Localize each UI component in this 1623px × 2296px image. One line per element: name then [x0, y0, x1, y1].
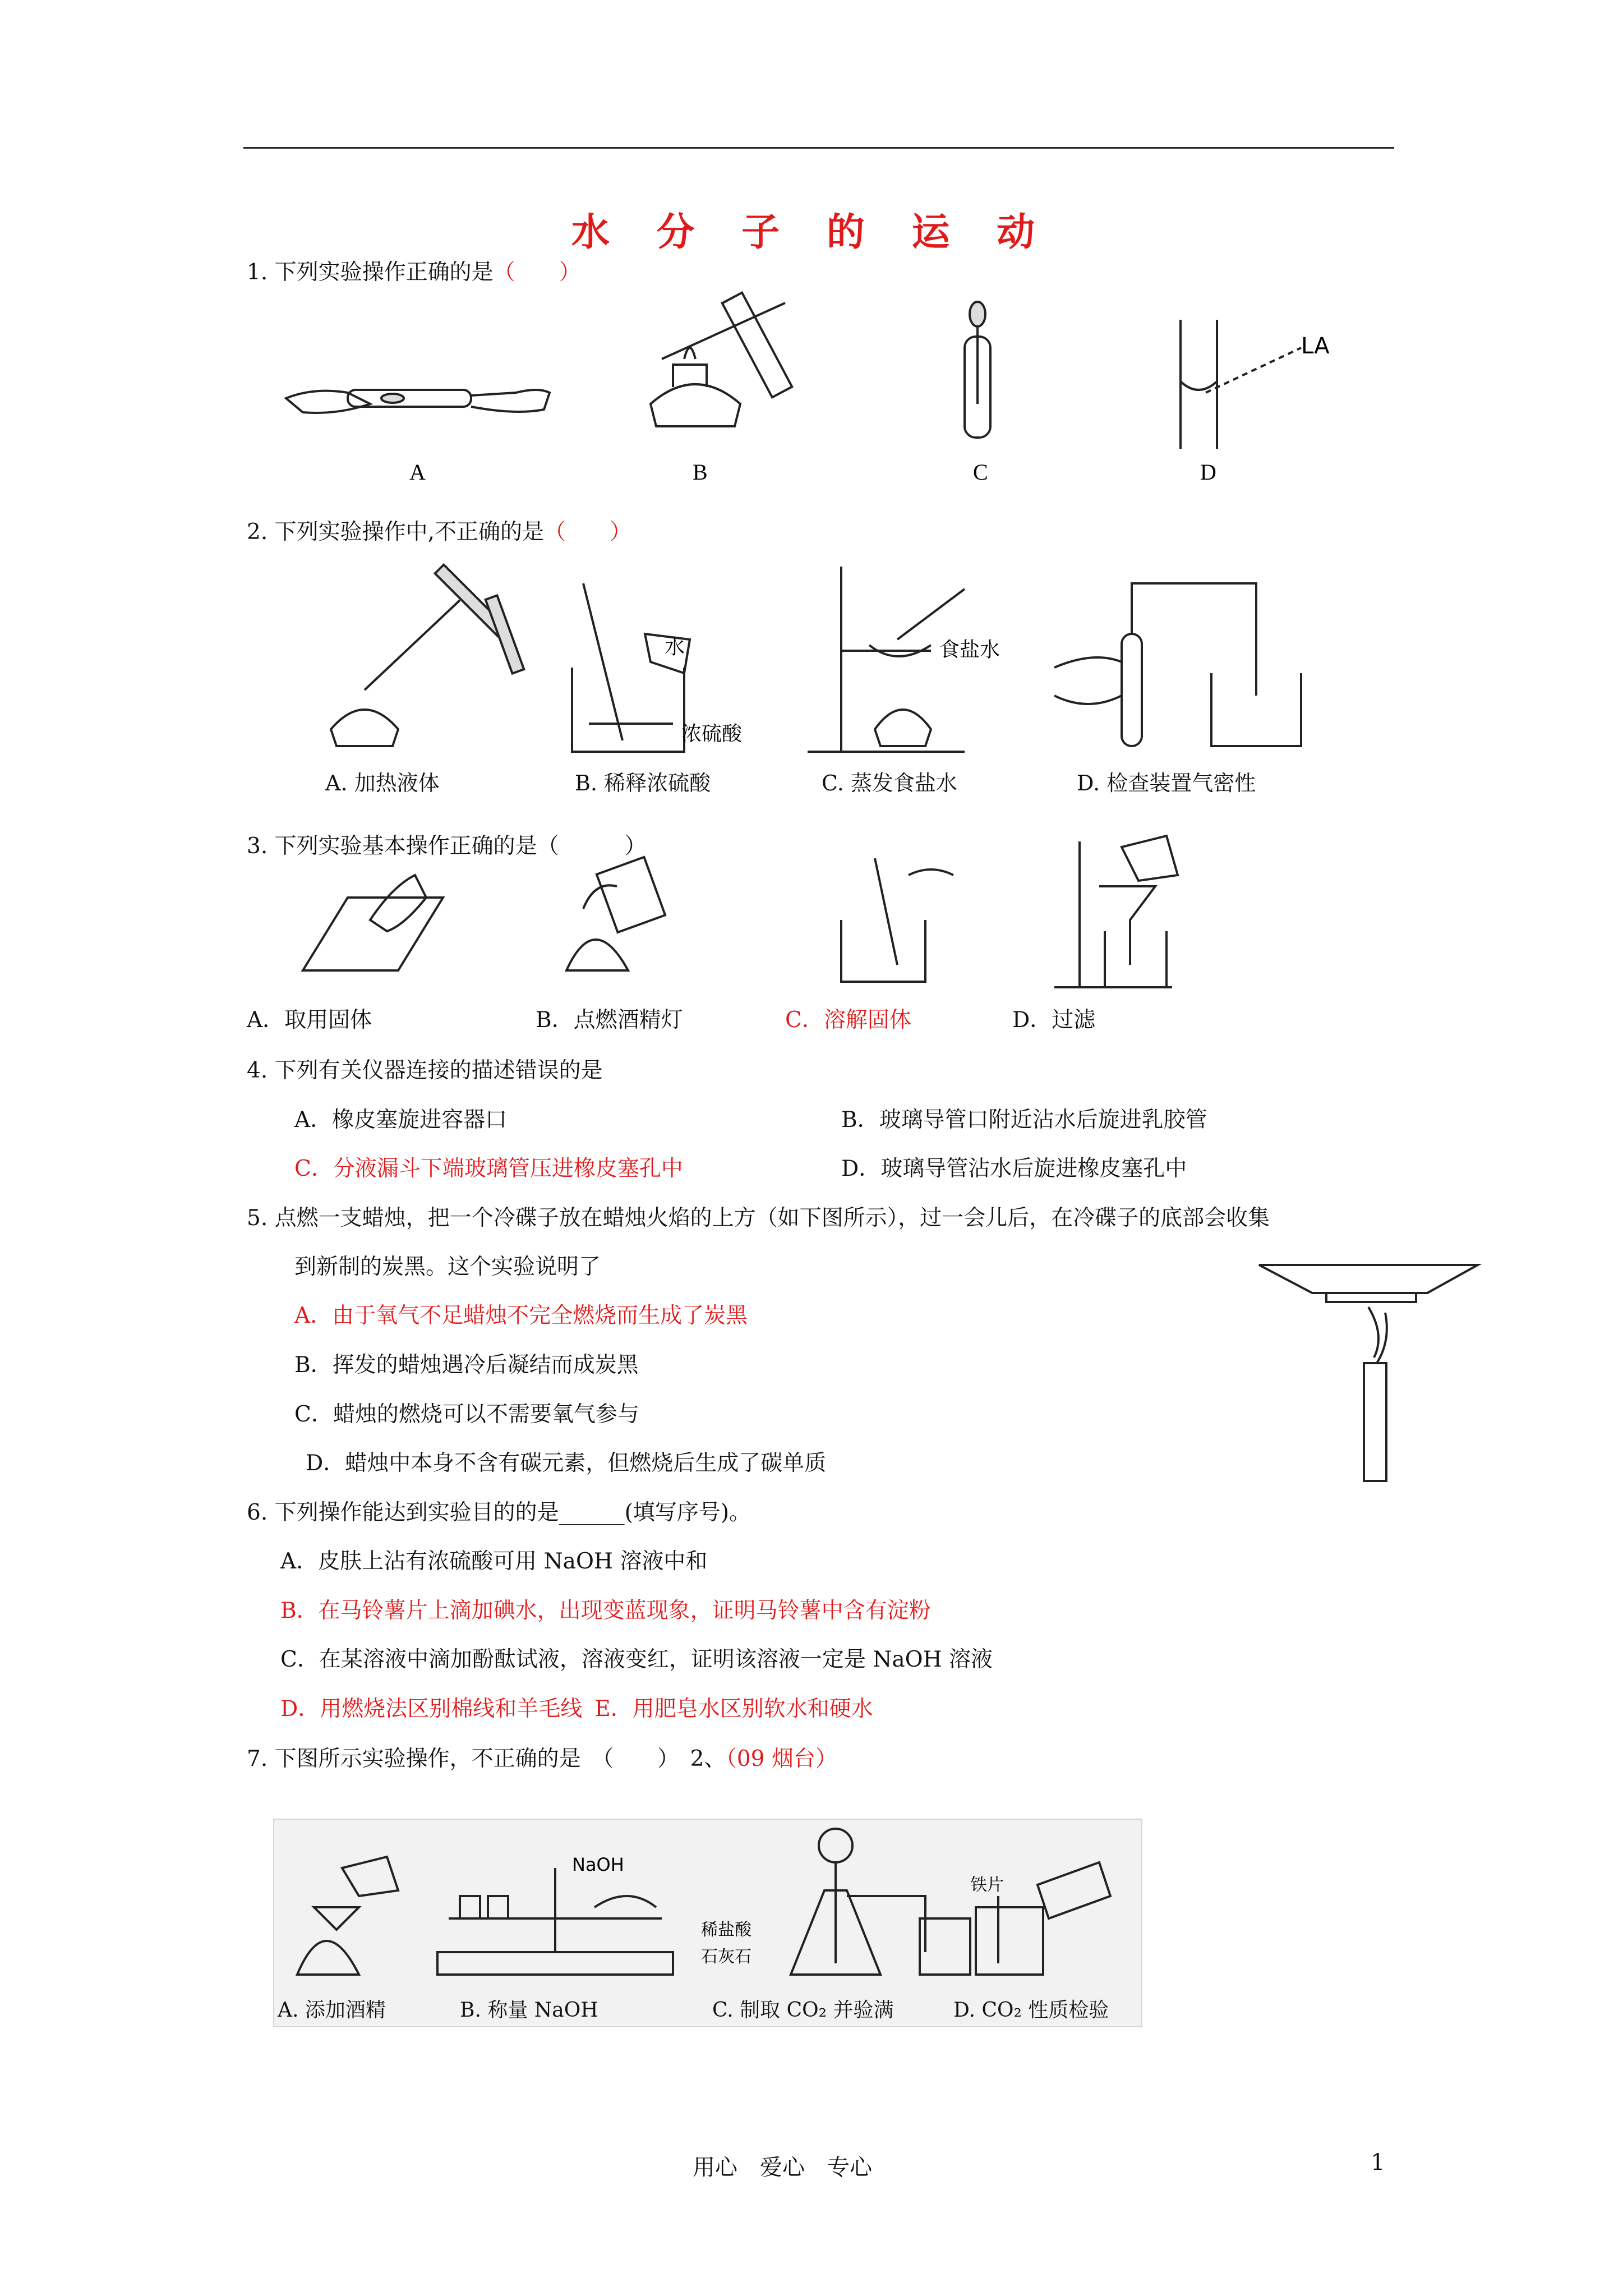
q1-option-d: D [1200, 459, 1216, 485]
q2-label-water: 水 [665, 636, 685, 659]
q7-figure-b [437, 1868, 673, 1975]
q4-option-c: C．分液漏斗下端玻璃管压进橡皮塞孔中 [294, 1156, 683, 1181]
q2-label-salt: 食盐水 [939, 638, 1000, 661]
q6-option-d: D．用燃烧法区别棉线和羊毛线 [280, 1696, 583, 1722]
q3-option-b: B．点燃酒精灯 [536, 1007, 683, 1033]
q7-label-stone: 石灰石 [701, 1947, 751, 1967]
q2-caption-a: A. 加热液体 [325, 771, 440, 795]
q4-text: 4. 下列有关仪器连接的描述错误的是 [247, 1058, 603, 1083]
q7-source: （09 烟台） [726, 1746, 837, 1772]
q2-blank: （ ） [544, 519, 632, 545]
q6-option-c: C．在某溶液中滴加酚酞试液，溶液变红，证明该溶液一定是 NaOH 溶液 [280, 1647, 993, 1672]
q1-option-c: C [973, 459, 988, 485]
q6-option-b: B．在马铃薯片上滴加碘水，出现变蓝现象，证明马铃薯中含有淀粉 [280, 1598, 931, 1623]
q1-option-b: B [693, 459, 708, 485]
q5-option-d: D．蜡烛中本身不含有碳元素，但燃烧后生成了碳单质 [306, 1451, 827, 1476]
q3-option-a: A．取用固体 [247, 1007, 372, 1033]
q5-line2: 到新制的炭黑。这个实验说明了 [294, 1254, 601, 1280]
q2-label-acid: 浓硫酸 [681, 723, 743, 746]
q7-figure-a [297, 1857, 398, 1975]
q4-option-a: A．橡皮塞旋进容器口 [294, 1107, 508, 1133]
q7-caption-c: C. 制取 CO₂ 并验满 [712, 1999, 894, 2022]
q3-option-c: C．溶解固体 [785, 1007, 911, 1033]
page-number: 1 [1371, 2150, 1385, 2175]
q7-label-iron: 铁片 [970, 1875, 1004, 1895]
page-title: 水 分 子 的 运 动 [571, 210, 1052, 255]
q7-caption-a: A. 添加酒精 [278, 1999, 386, 2022]
q7-label-hcl: 稀盐酸 [701, 1920, 751, 1940]
svg-text:LA: LA [1301, 333, 1330, 359]
q2-caption-c: C. 蒸发食盐水 [822, 771, 957, 795]
q6-option-a: A．皮肤上沾有浓硫酸可用 NaOH 溶液中和 [280, 1549, 708, 1574]
q1-blank: （ ） [493, 260, 581, 285]
q7-stem: 7. 下图所示实验操作，不正确的是 （ ） 2、 [247, 1746, 726, 1772]
q4-option-d: D．玻璃导管沾水后旋进橡皮塞孔中 [841, 1156, 1187, 1181]
q5-line1: 5. 点燃一支蜡烛，把一个冷碟子放在蜡烛火焰的上方（如下图所示），过一会儿后，在冷碟子的底部会收集 [247, 1205, 1270, 1231]
q7-label-naoh: NaOH [572, 1854, 624, 1875]
q5-option-b: B．挥发的蜡烛遇冷后凝结而成炭黑 [294, 1352, 639, 1378]
q4-option-b: B．玻璃导管口附近沾水后旋进乳胶管 [841, 1107, 1207, 1133]
q6-option-e: E．用肥皂水区别软水和硬水 [594, 1696, 873, 1722]
q7-figure-c [791, 1829, 970, 1975]
q5-option-c: C．蜡烛的燃烧可以不需要氧气参与 [294, 1402, 639, 1427]
q2-stem: 2. 下列实验操作中,不正确的是 [247, 519, 545, 545]
q5-option-a: A．由于氧气不足蜡烛不完全燃烧而生成了炭黑 [294, 1303, 748, 1328]
footer-motto: 用心 爱心 专心 [693, 2155, 872, 2180]
q7-caption-d: D. CO₂ 性质检验 [953, 1999, 1109, 2022]
q1-stem: 1. 下列实验操作正确的是 [247, 260, 494, 285]
q6-text: 6. 下列操作能达到实验目的的是______(填写序号)。 [247, 1500, 751, 1525]
q2-caption-d: D. 检查装置气密性 [1077, 771, 1256, 795]
q7-caption-b: B. 称量 NaOH [460, 1999, 598, 2022]
q1-option-a: A [409, 459, 426, 485]
q3-text: 3. 下列实验基本操作正确的是（ ） [247, 834, 647, 859]
q3-option-d: D．过滤 [1012, 1007, 1096, 1033]
q2-caption-b: B. 稀释浓硫酸 [575, 771, 711, 795]
